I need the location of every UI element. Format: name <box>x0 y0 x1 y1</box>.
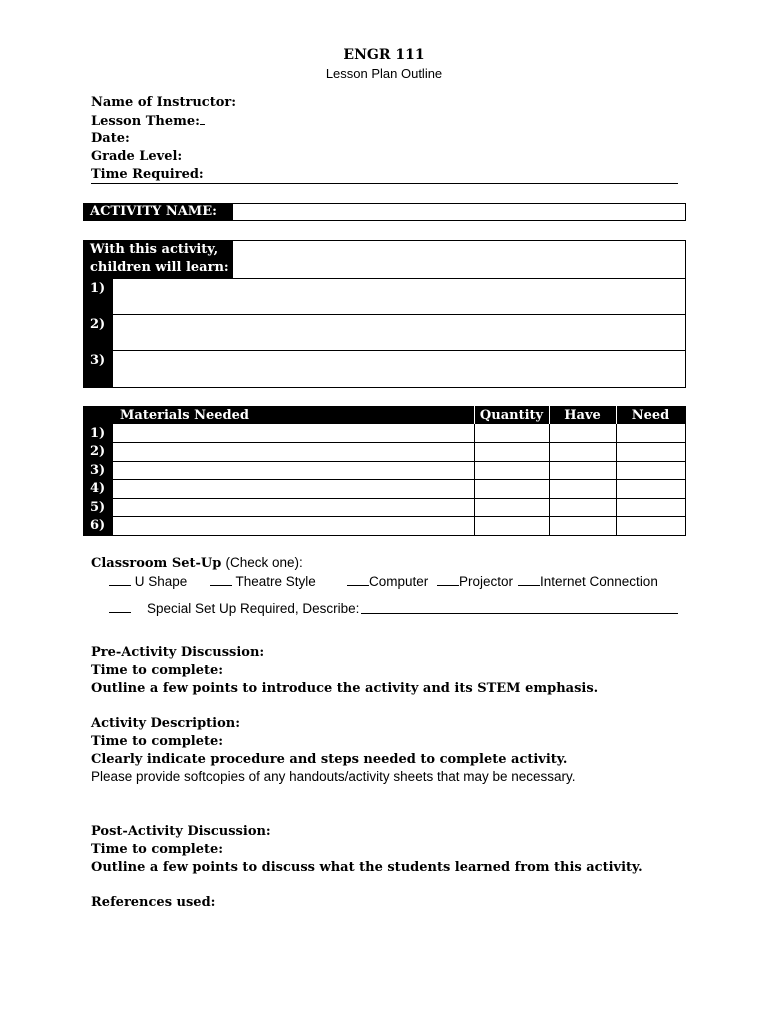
quantity-header: Quantity <box>479 408 544 423</box>
materials-row-number: 1) <box>90 426 106 441</box>
setup-option-label: Internet Connection <box>540 574 658 589</box>
lesson-theme-label <box>91 112 205 131</box>
learning-row-number: 1) <box>83 279 113 314</box>
setup-option-label: Computer <box>369 574 429 589</box>
classroom-setup-label: Classroom Set-Up <box>91 556 222 571</box>
learning-label-line2: children will learn: <box>90 260 229 275</box>
checkbox-blank[interactable] <box>109 573 131 586</box>
need-header: Need <box>631 408 670 423</box>
setup-option-internet[interactable] <box>518 573 658 589</box>
materials-header: Materials Needed <box>120 408 249 423</box>
activity-description-note: Please provide softcopies of any handouts/activity sheets that may be necessary. <box>91 769 576 784</box>
learning-objective-input[interactable] <box>114 351 685 387</box>
checkbox-blank[interactable] <box>109 600 131 613</box>
header-column-divider <box>474 406 475 424</box>
pre-activity-instruction: Outline a few points to introduce the activity and its STEM emphasis. <box>91 681 599 696</box>
header-rule <box>91 183 678 184</box>
header-column-divider <box>549 406 550 424</box>
setup-option-label: U Shape <box>134 574 188 589</box>
date-label: Date: <box>91 131 130 146</box>
pre-activity-title: Pre-Activity Discussion: <box>91 645 265 660</box>
materials-row-number: 2) <box>90 444 106 459</box>
activity-name-label: ACTIVITY NAME: <box>83 203 233 221</box>
learning-objective-input[interactable] <box>114 279 685 314</box>
learning-label-line1: With this activity, <box>90 242 219 257</box>
setup-option-u-shape[interactable] <box>109 573 187 589</box>
references-label: References used: <box>91 895 216 910</box>
materials-row-number: 4) <box>90 481 106 496</box>
learning-objective-input[interactable] <box>114 315 685 350</box>
header-column-divider <box>616 406 617 424</box>
checkbox-blank[interactable] <box>347 573 369 586</box>
table-column-divider <box>474 424 475 536</box>
learning-row-number: 2) <box>83 315 113 350</box>
post-activity-instruction: Outline a few points to discuss what the students learned from this activity. <box>91 860 643 875</box>
course-title: ENGR 111 <box>343 47 425 63</box>
pre-activity-time: Time to complete: <box>91 663 224 678</box>
table-column-divider <box>616 424 617 536</box>
document-subtitle: Lesson Plan Outline <box>325 66 443 81</box>
special-setup-label: Special Set Up Required, Describe: <box>147 601 360 616</box>
learning-row-number: 3) <box>83 351 113 387</box>
setup-option-label: Theatre Style <box>235 574 316 589</box>
activity-description-time: Time to complete: <box>91 734 224 749</box>
lesson-theme-text: Lesson Theme: <box>91 114 200 129</box>
grade-level-label: Grade Level: <box>91 149 183 164</box>
materials-row-number: 6) <box>90 518 106 533</box>
checkbox-blank[interactable] <box>437 573 459 586</box>
special-setup-describe-line[interactable] <box>361 613 678 614</box>
time-required-label: Time Required: <box>91 167 204 182</box>
setup-option-computer[interactable] <box>347 573 428 589</box>
checkbox-blank[interactable] <box>210 573 232 586</box>
special-setup-row <box>109 600 359 616</box>
classroom-setup-heading <box>91 555 303 571</box>
table-column-divider <box>549 424 550 536</box>
setup-option-projector[interactable] <box>437 573 513 589</box>
setup-option-label: Projector <box>459 574 514 589</box>
setup-option-theatre[interactable] <box>210 573 316 589</box>
have-header: Have <box>564 408 601 423</box>
post-activity-time: Time to complete: <box>91 842 224 857</box>
post-activity-title: Post-Activity Discussion: <box>91 824 271 839</box>
activity-description-instruction: Clearly indicate procedure and steps needed to complete activity. <box>91 752 568 767</box>
activity-description-title: Activity Description: <box>91 716 241 731</box>
materials-row-number: 5) <box>90 500 106 515</box>
learning-label <box>83 240 233 279</box>
checkbox-blank[interactable] <box>518 573 540 586</box>
materials-entry-area[interactable] <box>114 424 474 536</box>
instructor-label: Name of Instructor: <box>91 95 237 110</box>
classroom-setup-hint: (Check one): <box>225 555 303 570</box>
materials-row-number: 3) <box>90 463 106 478</box>
lesson-theme-blank[interactable] <box>200 112 205 125</box>
